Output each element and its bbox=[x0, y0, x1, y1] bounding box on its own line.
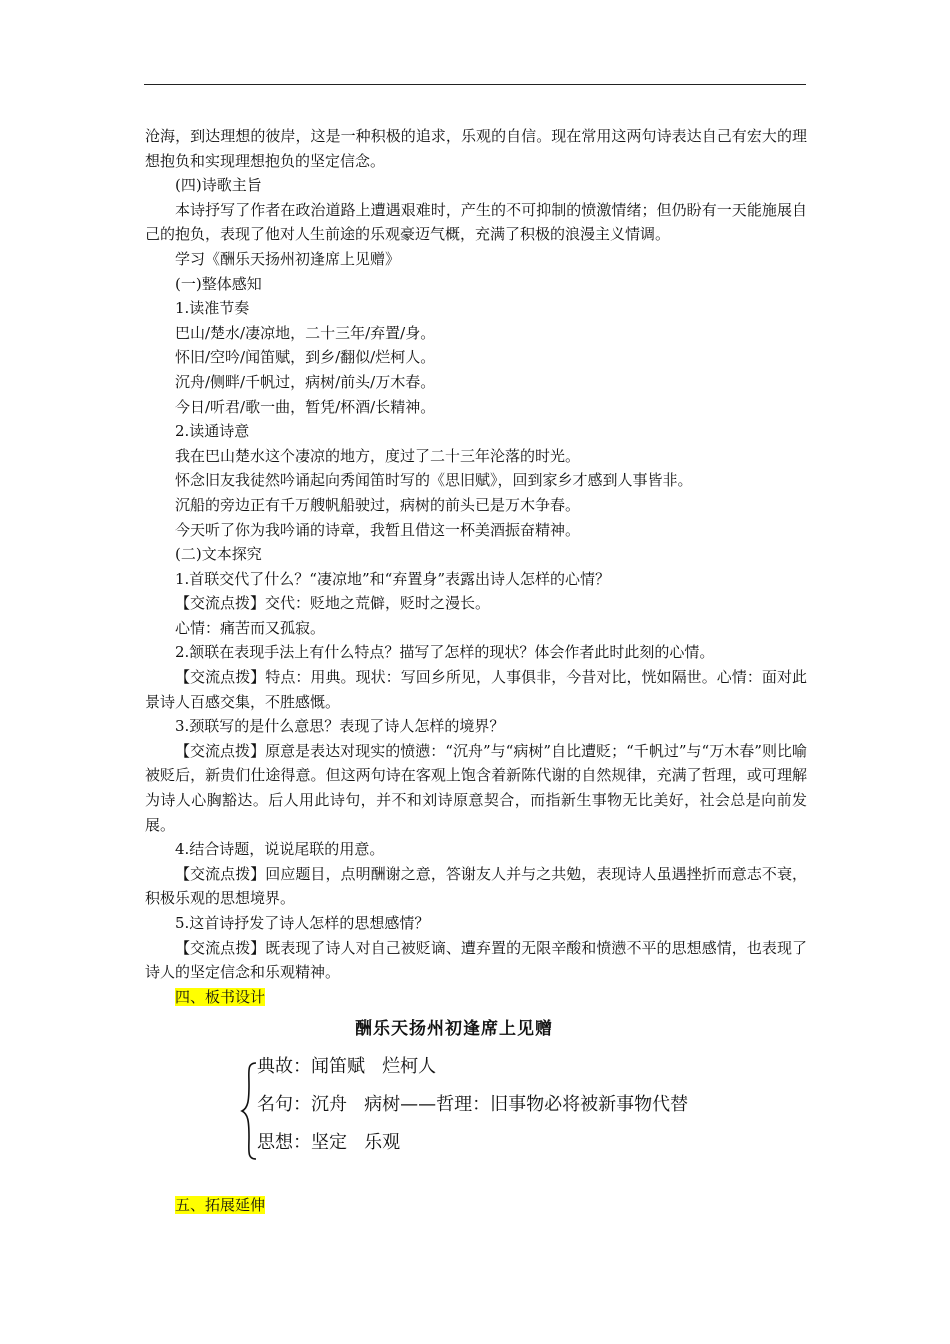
translation-line: 今天听了你为我吟诵的诗章，我暂且借这一杯美酒振奋精神。 bbox=[175, 520, 581, 539]
blackboard-design bbox=[145, 1015, 807, 1165]
question: 1.首联交代了什么？“凄凉地”和“弃置身”表露出诗人怎样的心情？ bbox=[175, 569, 610, 588]
poem-line: 今日/听君/歌一曲，暂凭/杯酒/长精神。 bbox=[175, 397, 436, 416]
section-heading: (二)文本探究 bbox=[175, 545, 262, 564]
poem-line: 沉舟/侧畔/千帆过，病树/前头/万木春。 bbox=[175, 372, 436, 391]
board-title: 酬乐天扬州初逢席上见赠 bbox=[355, 1019, 553, 1040]
section-heading: (一)整体感知 bbox=[175, 274, 262, 293]
answer: 【交流点拨】特点：用典。现状：写回乡所见，人事俱非，今昔对比，恍如隔世。心情：面对此景诗人百感交集，不胜感慨。 bbox=[145, 668, 807, 711]
board-line-allusion: 典故：闻笛赋 烂柯人 bbox=[257, 1056, 437, 1078]
poem-line: 巴山/楚水/凄凉地，二十三年/弃置/身。 bbox=[175, 323, 436, 342]
highlight: 五、拓展延伸 bbox=[175, 1196, 266, 1215]
highlight: 四、板书设计 bbox=[175, 987, 266, 1006]
translation-line: 怀念旧友我徒然吟诵起向秀闻笛时写的《思旧赋》，回到家乡才感到人事皆非。 bbox=[175, 471, 693, 490]
question: 4.结合诗题，说说尾联的用意。 bbox=[175, 840, 385, 859]
question: 5.这首诗抒发了诗人怎样的思想感情？ bbox=[175, 914, 430, 932]
board-line-famous-lines: 名句：沉舟 病树——哲理：旧事物必将被新事物代替 bbox=[257, 1094, 689, 1116]
answer: 【交流点拨】回应题目，点明酬谢之意，答谢友人并与之共勉，表现诗人虽遇挫折而意志不衰，积极乐观的思想境界。 bbox=[145, 864, 807, 908]
poem-line: 怀旧/空吟/闻笛赋，到乡/翻似/烂柯人。 bbox=[175, 348, 436, 367]
section-heading: (四)诗歌主旨 bbox=[175, 176, 262, 195]
answer: 心情：痛苦而又孤寂。 bbox=[175, 618, 326, 637]
answer: 【交流点拨】交代：贬地之荒僻，贬时之漫长。 bbox=[175, 594, 491, 613]
lesson-heading: 学习《酬乐天扬州初逢席上见赠》 bbox=[175, 249, 401, 268]
subsection-heading: 2.读通诗意 bbox=[175, 422, 250, 441]
section-four-heading bbox=[145, 985, 807, 1010]
document-body bbox=[145, 124, 807, 1218]
subsection-heading: 1.读准节奏 bbox=[175, 299, 250, 318]
translation-line: 我在巴山楚水这个凄凉的地方，度过了二十三年沦落的时光。 bbox=[175, 446, 581, 465]
answer: 【交流点拨】既表现了诗人对自己被贬谪、遭弃置的无限辛酸和愤懑不平的思想感情，也表现了诗人的坚定信念和乐观精神。 bbox=[145, 938, 807, 982]
answer: 【交流点拨】原意是表达对现实的愤懑：“沉舟”与“病树”自比遭贬；“千帆过”与“万木春”则比喻被贬后，新贵们仕途得意。但这两句诗在客观上饱含着新陈代谢的自然规律，充满了哲理，或可理解为诗人心胸豁达。后人用此诗句，并不和刘诗原意契合，而指新生事物无比美好，社会总是向前发展。 bbox=[145, 741, 807, 834]
board-line-thought: 思想：坚定 乐观 bbox=[257, 1132, 401, 1154]
question: 3.颈联写的是什么意思？表现了诗人怎样的境界？ bbox=[175, 717, 505, 736]
curly-brace-icon bbox=[239, 1061, 259, 1161]
question: 2.颔联在表现手法上有什么特点？描写了怎样的现状？体会作者此时此刻的心情。 bbox=[175, 643, 715, 662]
translation-line: 沉船的旁边正有千万艘帆船驶过，病树的前头已是万木争春。 bbox=[175, 495, 581, 514]
section-five-heading bbox=[145, 1193, 807, 1218]
header-rule bbox=[144, 84, 806, 85]
paragraph: 沧海，到达理想的彼岸，这是一种积极的追求，乐观的自信。现在常用这两句诗表达自己有宏大的理想抱负和实现理想抱负的坚定信念。 bbox=[145, 127, 807, 170]
paragraph: 本诗抒写了作者在政治道路上遭遇艰难时，产生的不可抑制的愤激情绪；但仍盼有一天能施展自己的抱负，表现了他对人生前途的乐观豪迈气概，充满了积极的浪漫主义情调。 bbox=[145, 200, 807, 244]
